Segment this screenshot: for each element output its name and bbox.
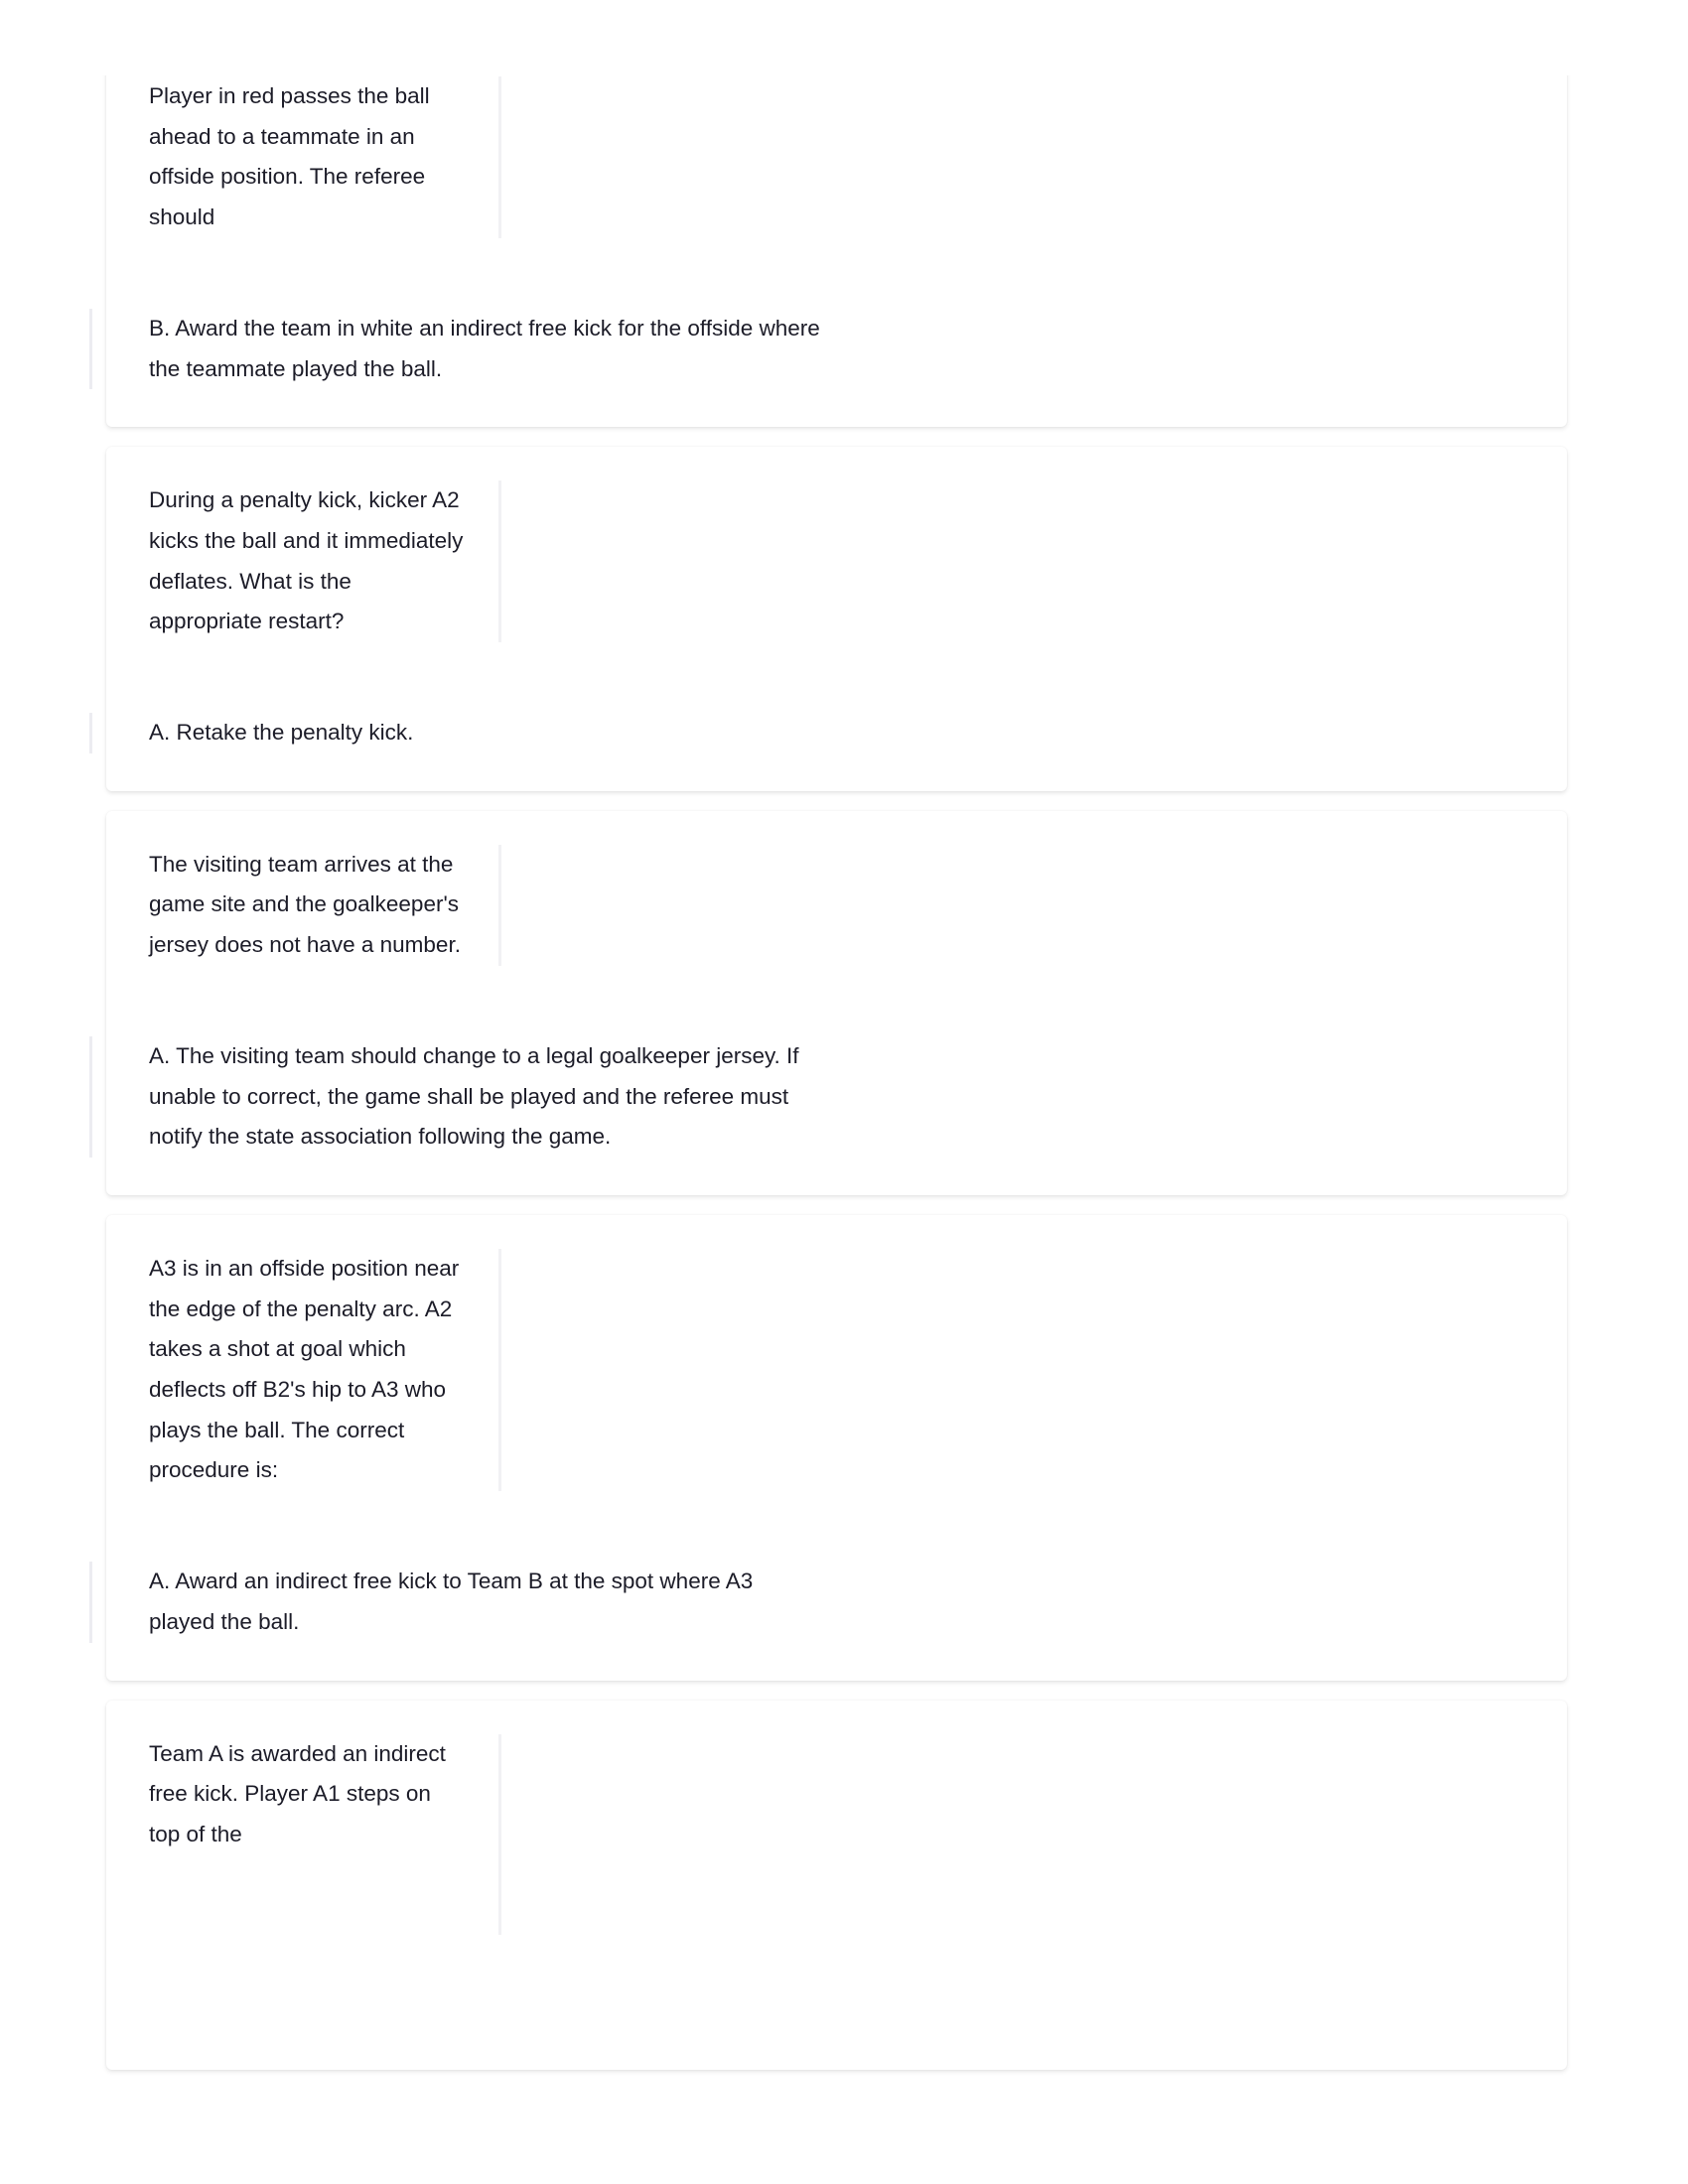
flashcard-term: The visiting team arrives at the game site and the goalkeeper's jersey does not have a number. bbox=[149, 845, 501, 966]
flashcard-definition: A. Retake the penalty kick. bbox=[149, 713, 824, 753]
flashcard bbox=[106, 447, 1567, 791]
flashcard-term: Team A is awarded an indirect free kick. Player A1 steps on top of the bbox=[149, 1734, 501, 1935]
flashcard-term: Player in red passes the ball ahead to a teammate in an offside position. The referee should bbox=[149, 76, 501, 238]
flashcard bbox=[106, 1215, 1567, 1681]
flashcard-definition: B. Award the team in white an indirect free kick for the offside where the teammate played the ball. bbox=[149, 309, 824, 389]
flashcard-definition: A. The visiting team should change to a legal goalkeeper jersey. If unable to correct, the game shall be played and the referee must notify the state association following the game. bbox=[149, 1036, 824, 1158]
flashcard-list bbox=[106, 75, 1567, 2082]
flashcard bbox=[106, 75, 1567, 427]
flashcard bbox=[106, 811, 1567, 1195]
flashcard-definition: A. Award an indirect free kick to Team B at the spot where A3 played the ball. bbox=[149, 1562, 824, 1642]
flashcard-term: During a penalty kick, kicker A2 kicks the ball and it immediately deflates. What is the appropriate restart? bbox=[149, 480, 501, 642]
flashcard-term: A3 is in an offside position near the edge of the penalty arc. A2 takes a shot at goal which deflects off B2's hip to A3 who plays the ball. The correct procedure is: bbox=[149, 1249, 501, 1491]
flashcard bbox=[106, 1701, 1567, 2070]
flashcard-list-viewport bbox=[0, 75, 1688, 2082]
